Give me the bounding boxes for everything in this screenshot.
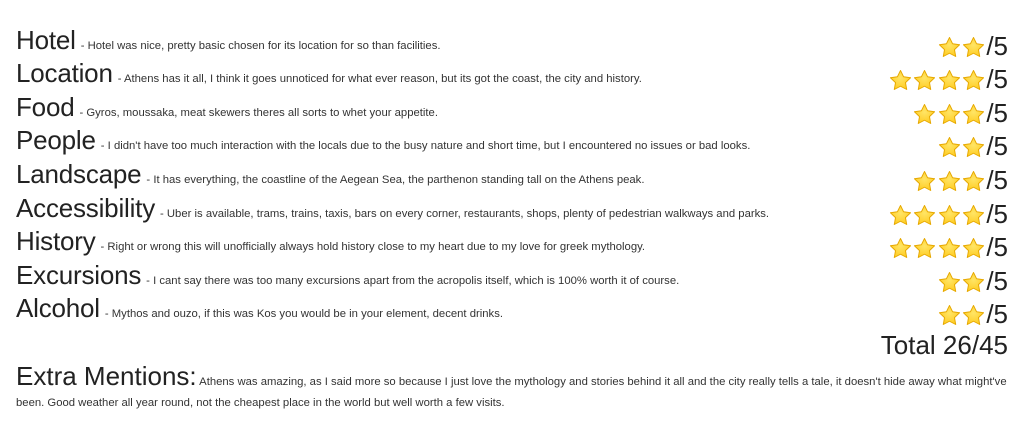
star-icon <box>889 204 912 227</box>
star-icon <box>913 204 936 227</box>
category-label: Hotel <box>16 24 76 55</box>
star-icon <box>913 103 936 126</box>
rating-text <box>16 293 503 324</box>
out-of-label: /5 <box>986 299 1008 330</box>
extra-mentions-title: Extra Mentions: <box>16 361 197 391</box>
rating-row <box>16 158 1008 195</box>
category-description: - Athens has it all, I think it goes unnoticed for what ever reason, but its got the coast, the city and history. <box>117 73 642 86</box>
stars <box>887 204 985 227</box>
out-of-label: /5 <box>986 64 1008 95</box>
category-description: - I didn't have too much interaction with the locals due to the busy nature and short time, but I encountered no issues or bad looks. <box>100 140 751 153</box>
star-rating <box>887 198 1008 229</box>
category-description: - Mythos and ouzo, if this was Kos you would be in your element, decent drinks. <box>104 308 503 321</box>
category-label: Landscape <box>16 158 142 189</box>
category-description: - Hotel was nice, pretty basic chosen for its location for so than facilities. <box>80 39 441 52</box>
category-label: Location <box>16 58 113 89</box>
star-icon <box>938 136 961 159</box>
rating-row <box>16 58 1008 95</box>
stars <box>912 103 986 126</box>
out-of-label: /5 <box>986 198 1008 229</box>
stars <box>912 170 986 193</box>
stars <box>936 36 985 59</box>
star-icon <box>962 103 985 126</box>
star-rating <box>887 232 1008 263</box>
category-label: People <box>16 125 96 156</box>
star-icon <box>938 304 961 327</box>
category-label: Accessibility <box>16 192 155 223</box>
stars <box>887 69 985 92</box>
star-icon <box>962 69 985 92</box>
stars <box>887 237 985 260</box>
rating-row <box>16 24 1008 61</box>
stars <box>936 136 985 159</box>
extra-mentions-text: Athens was amazing, as I said more so because I just love the mythology and stories behind it all and the city really tells a tale, it doesn't hide away what might've been. Good weather all year round, not the cheapest place in the world but well worth a few visits. <box>16 376 1007 409</box>
category-description: - I cant say there was too many excursions apart from the acropolis itself, which is 100% worth it of course. <box>146 274 680 287</box>
category-label: Alcohol <box>16 293 100 324</box>
star-icon <box>962 170 985 193</box>
star-rating <box>912 97 1008 128</box>
star-icon <box>913 69 936 92</box>
star-icon <box>962 304 985 327</box>
rating-row <box>16 192 1008 229</box>
star-icon <box>962 204 985 227</box>
category-description: - Uber is available, trams, trains, taxis, bars on every corner, restaurants, shops, plenty of pedestrian walkways and parks. <box>160 207 770 220</box>
star-icon <box>938 103 961 126</box>
star-icon <box>938 69 961 92</box>
rating-text <box>16 125 750 156</box>
star-icon <box>913 170 936 193</box>
rating-text <box>16 25 440 56</box>
out-of-label: /5 <box>986 97 1008 128</box>
rating-text <box>16 58 642 89</box>
category-label: Food <box>16 91 75 122</box>
star-rating <box>936 299 1008 330</box>
star-icon <box>889 237 912 260</box>
rating-text <box>16 159 644 190</box>
star-icon <box>938 271 961 294</box>
star-icon <box>962 271 985 294</box>
out-of-label: /5 <box>986 265 1008 296</box>
star-rating <box>936 30 1008 61</box>
star-icon <box>913 237 936 260</box>
stars <box>936 271 985 294</box>
out-of-label: /5 <box>986 30 1008 61</box>
star-icon <box>962 237 985 260</box>
star-icon <box>938 170 961 193</box>
star-icon <box>889 69 912 92</box>
extra-mentions <box>16 363 1011 414</box>
star-icon <box>962 136 985 159</box>
star-rating <box>936 131 1008 162</box>
stars <box>936 304 985 327</box>
rating-text <box>16 260 679 291</box>
out-of-label: /5 <box>986 164 1008 195</box>
rating-row <box>16 293 1008 330</box>
star-rating <box>936 265 1008 296</box>
rating-text <box>16 193 769 224</box>
category-label: Excursions <box>16 259 142 290</box>
out-of-label: /5 <box>986 131 1008 162</box>
star-icon <box>938 36 961 59</box>
rating-row <box>16 125 1008 162</box>
category-description: - It has everything, the coastline of the Aegean Sea, the parthenon standing tall on the Athens peak. <box>146 173 645 186</box>
total-score: Total 26/45 <box>880 330 1008 360</box>
star-icon <box>938 237 961 260</box>
star-icon <box>962 36 985 59</box>
star-rating <box>912 164 1008 195</box>
rating-text <box>16 92 438 123</box>
rating-text <box>16 226 645 257</box>
rating-row <box>16 259 1008 296</box>
rating-row <box>16 91 1008 128</box>
out-of-label: /5 <box>986 232 1008 263</box>
rating-row <box>16 226 1008 263</box>
star-rating <box>887 64 1008 95</box>
category-description: - Gyros, moussaka, meat skewers theres all sorts to whet your appetite. <box>79 106 438 119</box>
category-description: - Right or wrong this will unofficially always hold history close to my heart due to my love for greek mythology. <box>100 241 646 254</box>
category-label: History <box>16 226 96 257</box>
star-icon <box>938 204 961 227</box>
ratings-list <box>16 24 1008 330</box>
